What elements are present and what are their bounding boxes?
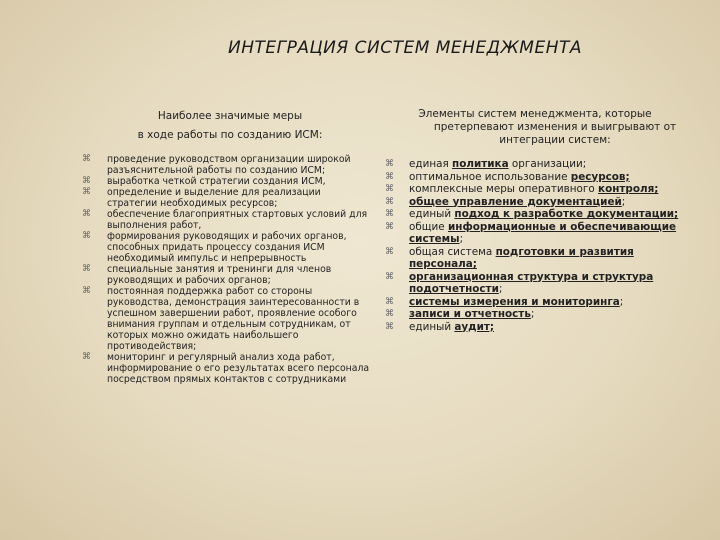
bullet-icon: ⌘ xyxy=(385,271,394,282)
right-elements-list xyxy=(385,158,680,333)
list-item: ⌘ мониторинг и регулярный анализ хода работ, информирование о его результатах всего персонала посредством прямых контактов с сотрудниками xyxy=(82,352,370,385)
list-item: ⌘ общая система подготовки и развития персонала; xyxy=(385,245,634,270)
bullet-icon: ⌘ xyxy=(82,352,91,362)
bullet-icon: ⌘ xyxy=(385,171,394,182)
page-title: ИНТЕГРАЦИЯ СИСТЕМ МЕНЕДЖМЕНТА xyxy=(228,38,582,58)
left-column-heading xyxy=(100,110,360,142)
list-item: ⌘ постоянная поддержка работ со стороны руководства, демонстрация заинтересованности в успешном завершении работ, проявление особого внимания группам и отдельным сотрудникам, от которых можно ожидать наибольшего противодействия; xyxy=(82,286,360,352)
list-item: ⌘ выработка четкой стратегии создания ИСМ, xyxy=(82,176,326,187)
left-measures-list xyxy=(82,154,372,385)
right-heading-line2: претерпевают изменения и выигрывают от интеграции систем: xyxy=(433,121,677,146)
list-item: ⌘ определение и выделение для реализации стратегии необходимых ресурсов; xyxy=(82,187,321,209)
list-item: ⌘ формирования руководящих и рабочих органов, способных придать процессу создания ИСМ необходимый импульс и непрерывность xyxy=(82,231,347,264)
bullet-icon: ⌘ xyxy=(82,286,91,296)
list-item: ⌘ записи и отчетность; xyxy=(385,308,535,320)
bullet-icon: ⌘ xyxy=(385,196,394,207)
bullet-icon: ⌘ xyxy=(82,176,91,186)
bullet-icon: ⌘ xyxy=(82,187,91,197)
bullet-icon: ⌘ xyxy=(82,231,91,241)
list-item: ⌘ комплексные меры оперативного контроля; xyxy=(385,183,659,195)
bullet-icon: ⌘ xyxy=(82,264,91,274)
bullet-icon: ⌘ xyxy=(385,184,394,194)
list-item: ⌘ обеспечение благоприятных стартовых условий для выполнения работ, xyxy=(82,209,368,231)
left-heading-line2: в ходе работы по созданию ИСМ: xyxy=(137,129,323,141)
list-item: ⌘ единый аудит; xyxy=(385,320,495,333)
bullet-icon: ⌘ xyxy=(385,296,394,307)
bullet-icon: ⌘ xyxy=(385,221,394,232)
list-item: ⌘ общие информационные и обеспечивающие системы; xyxy=(385,220,677,245)
list-item: ⌘ оптимальное использование ресурсов; xyxy=(385,170,630,183)
bullet-icon: ⌘ xyxy=(385,309,394,319)
bullet-icon: ⌘ xyxy=(82,154,91,164)
list-item: ⌘ общее управление документацией; xyxy=(385,195,626,208)
list-item: ⌘ специальные занятия и тренинги для членов руководящих и рабочих органов; xyxy=(82,264,332,286)
bullet-icon: ⌘ xyxy=(385,209,394,219)
list-item: ⌘ единый подход к разработке документации; xyxy=(385,208,679,220)
left-heading-line1: Наиболее значимые меры xyxy=(157,110,303,122)
list-item: ⌘ проведение руководством организации широкой разъяснительной работы по созданию ИСМ; xyxy=(82,154,351,176)
bullet-icon: ⌘ xyxy=(82,209,91,219)
bullet-icon: ⌘ xyxy=(385,246,394,257)
bullet-icon: ⌘ xyxy=(385,321,394,332)
right-heading-bold: Элементы систем менеджмента xyxy=(418,108,599,120)
list-item: ⌘ организационная структура и структура подотчетности; xyxy=(385,270,654,295)
list-item: ⌘ системы измерения и мониторинга; xyxy=(385,295,624,308)
bullet-icon: ⌘ xyxy=(385,159,394,169)
right-heading-rest: , которые xyxy=(598,108,652,120)
right-column-heading xyxy=(390,108,680,147)
list-item: ⌘ единая политика организации; xyxy=(385,158,587,170)
